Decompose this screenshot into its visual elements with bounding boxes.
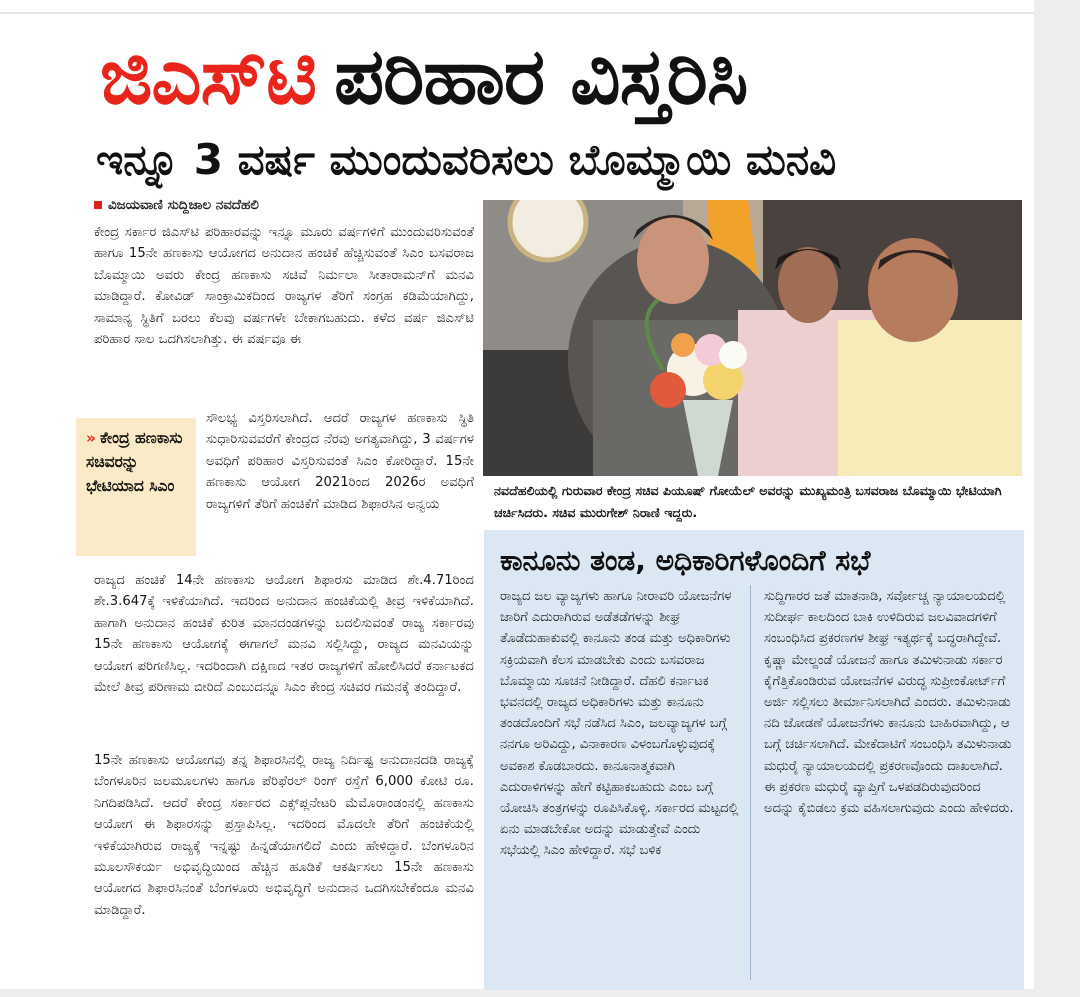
double-chevron-icon: » bbox=[86, 429, 97, 447]
byline-text: ವಿಜಯವಾಣಿ ಸುದ್ದಿಜಾಲ ನವದೆಹಲಿ bbox=[108, 198, 259, 213]
article-para-mid bbox=[206, 408, 474, 570]
photo-caption: ನವದೆಹಲಿಯಲ್ಲಿ ಗುರುವಾರ ಕೇಂದ್ರ ಸಚಿವ ಪಿಯೂಷ್ ಗೋಯೆಲ್ ಅವರನ್ನು ಮುಖ್ಯಮಂತ್ರಿ ಬಸವರಾಜ ಬೊಮ್ಮಾಯಿ ಭೇಟಿಯಾಗಿ ಚರ್ಚಿಸಿದರು. ಸಚಿವ ಮುರುಗೇಶ್ ನಿರಾಣಿ ಇದ್ದರು. bbox=[494, 483, 1002, 520]
headline-red-part: ಜಿಎಸ್‌ಟಿ bbox=[100, 32, 317, 122]
article-text: ರಾಜ್ಯದ ಹಂಚಿಕೆ 14ನೇ ಹಣಕಾಸು ಆಯೋಗ ಶಿಫಾರಸು ಮಾಡಿದ ಶೇ.4.71ರಿಂದ ಶೇ.3.647ಕ್ಕೆ ಇಳಿಕೆಯಾಗಿದೆ. ಇದರಿಂದ ಅನುದಾನ ಹಂಚಿಕೆಯಲ್ಲಿ ತೀವ್ರ ಇಳಿಕೆಯಾಗಿದೆ. ಹಾಗಾಗಿ ಅನುದಾನ ಹಂಚಿಕೆ ಕುರಿತ ಮಾನದಂಡಗಳನ್ನು ಬದಲಿಸುವಂತೆ ರಾಜ್ಯ ಸರ್ಕಾರವು 15ನೇ ಹಣಕಾಸು ಆಯೋಗಕ್ಕೆ ಈಗಾಗಲೆ ಮನವಿ ಸಲ್ಲಿಸಿದ್ದು, ರಾಜ್ಯದ ಮನವಿಯನ್ನು ಆಯೋಗ ಪರಿಗಣಿಸಿಲ್ಲ. ಇದರಿಂದಾಗಿ ದಕ್ಷಿಣದ ಇತರ ರಾಜ್ಯಗಳಿಗೆ ಹೋಲಿಸಿದರೆ ಕರ್ನಾಟಕದ ಮೇಲೆ ತೀವ್ರ ಪರಿಣಾಮ ಬೀರಿದೆ ಎಂಬುದನ್ನೂ ಸಿಎಂ ಕೇಂದ್ರ ಸಚಿವರ ಗಮನಕ್ಕೆ ತಂದಿದ್ದಾರೆ. bbox=[94, 573, 474, 696]
sidebar-box-left-column: ರಾಜ್ಯದ ಜಲ ವ್ಯಾಜ್ಯಗಳು ಹಾಗೂ ನೀರಾವರಿ ಯೋಜನೆಗಳ ಜಾರಿಗೆ ಎದುರಾಗಿರುವ ಅಡೆತಡೆಗಳನ್ನು ಶೀಘ್ರ ತೊಡೆದುಹಾಕುವಲ್ಲಿ ಕಾನೂನು ತಂಡ ಮತ್ತು ಅಧಿಕಾರಿಗಳು ಸಕ್ರಿಯವಾಗಿ ಕೆಲಸ ಮಾಡಬೇಕು ಎಂದು ಬಸವರಾಜ ಬೊಮ್ಮಾಯಿ ಸೂಚನೆ ನೀಡಿದ್ದಾರೆ. ದೆಹಲಿ ಕರ್ನಾಟಕ ಭವನದಲ್ಲಿ ರಾಜ್ಯದ ಅಧಿಕಾರಿಗಳು ಮತ್ತು ಕಾನೂನು ತಂಡದೊಂದಿಗೆ ಸಭೆ ನಡೆಸಿದ ಸಿಎಂ, ಜಲವ್ಯಾಜ್ಯಗಳ ಬಗ್ಗೆ ನನಗೂ ಅರಿವಿದ್ದು, ವಿನಾಕಾರಣ ವಿಳಂಬಗೊಳ್ಳುವುದಕ್ಕೆ ಅವಕಾಶ ಕೊಡಬಾರದು. ಕಾನೂನಾತ್ಮಕವಾಗಿ ಎದುರಾಳಿಗಳನ್ನು ಹೇಗೆ ಕಟ್ಟಿಹಾಕಬಹುದು ಎಂಬ ಬಗ್ಗೆ ಯೋಚಿಸಿ ತಂತ್ರಗಳನ್ನು ರೂಪಿಸಿಕೊಳ್ಳಿ. ಸರ್ಕಾರದ ಮಟ್ಟದಲ್ಲಿ ಏನು ಮಾಡಬೇಕೋ ಅದನ್ನು ಮಾಡುತ್ತೇವೆ ಎಂದು ಸಭೆಯಲ್ಲಿ ಸಿಎಂ ಹೇಳಿದ್ದಾರೆ. ಸಭೆ ಬಳಿಕ bbox=[500, 589, 739, 859]
bullet-square-icon bbox=[94, 201, 102, 209]
news-photo bbox=[483, 200, 1022, 476]
pull-quote-text: ಕೇಂದ್ರ ಹಣಕಾಸು ಸಚಿವರನ್ನು ಭೇಟಿಯಾದ ಸಿಎಂ bbox=[86, 429, 183, 495]
headline bbox=[100, 24, 1030, 130]
article-text: ಸೌಲಭ್ಯ ವಿಸ್ತರಿಸಲಾಗಿದೆ. ಆದರೆ ರಾಜ್ಯಗಳ ಹಣಕಾಸು ಸ್ಥಿತಿ ಸುಧಾರಿಸುವವರೆಗೆ ಕೇಂದ್ರದ ನೆರವು ಅಗತ್ಯವಾಗಿದ್ದು, 3 ವರ್ಷಗಳ ಅವಧಿಗೆ ಪರಿಹಾರ ವಿಸ್ತರಿಸುವಂತೆ ಸಿಎಂ ಕೋರಿದ್ದಾರೆ. 15ನೇ ಹಣಕಾಸು ಆಯೋಗ 2021ರಿಂದ 2026ರ ಅವಧಿಗೆ ರಾಜ್ಯಗಳಿಗೆ ತೆರಿಗೆ ಹಂಚಿಕೆಗೆ ಮಾಡಿದ ಶಿಫಾರಸಿನ ಅನ್ವಯ bbox=[206, 411, 474, 512]
article-para-bottom bbox=[94, 570, 474, 748]
sidebar-box-title: ಕಾನೂನು ತಂಡ, ಅಧಿಕಾರಿಗಳೊಂದಿಗೆ ಸಭೆ bbox=[500, 544, 871, 577]
page-top-edge bbox=[0, 0, 1080, 14]
article-para-last bbox=[94, 750, 474, 985]
article-text: ಕೇಂದ್ರ ಸರ್ಕಾರ ಜಿಎಸ್‌ಟಿ ಪರಿಹಾರವನ್ನು ಇನ್ನೂ ಮೂರು ವರ್ಷಗಳಿಗೆ ಮುಂದುವರಿಸುವಂತೆ ಹಾಗೂ 15ನೇ ಹಣಕಾಸು ಆಯೋಗದ ಅನುದಾನ ಹಂಚಿಕೆ ಹೆಚ್ಚಿಸುವಂತೆ ಸಿಎಂ ಬಸವರಾಜ ಬೊಮ್ಮಾಯಿ ಅವರು ಕೇಂದ್ರ ಹಣಕಾಸು ಸಚಿವೆ ನಿರ್ಮಲಾ ಸೀತಾರಾಮನ್‌ಗೆ ಮನವಿ ಮಾಡಿದ್ದಾರೆ. ಕೋವಿಡ್ ಸಾಂಕ್ರಾಮಿಕದಿಂದ ರಾಜ್ಯಗಳ ತೆರಿಗೆ ಸಂಗ್ರಹ ಕಡಿಮೆಯಾಗಿದ್ದು, ಸಾಮಾನ್ಯ ಸ್ಥಿತಿಗೆ ಬರಲು ಕೆಲವು ವರ್ಷಗಳೇ ಬೇಕಾಗಬಹುದು. ಕಳೆದ ವರ್ಷ ಜಿಎಸ್‌ಟಿ ಪರಿಹಾರ ಸಾಲ ಒದಗಿಸಲಾಗಿತ್ತು. ಈ ವರ್ಷವೂ ಈ bbox=[94, 225, 474, 348]
page-bottom-margin bbox=[0, 989, 1080, 997]
headline-black-part: ಪರಿಹಾರ ವಿಸ್ತರಿಸಿ bbox=[334, 32, 748, 122]
sidebar-box-right-column: ಸುದ್ದಿಗಾರರ ಜತೆ ಮಾತನಾಡಿ, ಸರ್ವೋಚ್ಚ ನ್ಯಾಯಾಲಯದಲ್ಲಿ ಸುದೀರ್ಘ ಕಾಲದಿಂದ ಬಾಕಿ ಉಳಿದಿರುವ ಜಲವಿವಾದಗಳಿಗೆ ಸಂಬಂಧಿಸಿದ ಪ್ರಕರಣಗಳ ಶೀಘ್ರ ಇತ್ಯರ್ಥಕ್ಕೆ ಬದ್ಧರಾಗಿದ್ದೇವೆ. ಕೃಷ್ಣಾ ಮೇಲ್ದಂಡೆ ಯೋಜನೆ ಹಾಗೂ ತಮಿಳುನಾಡು ಸರ್ಕಾರ ಕೈಗೆತ್ತಿಕೊಂಡಿರುವ ಯೋಜನೆಗಳ ವಿರುದ್ಧ ಸುಪ್ರೀಂಕೋರ್ಟ್‌ಗೆ ಅರ್ಜಿ ಸಲ್ಲಿಸಲು ತೀರ್ಮಾನಿಸಲಾಗಿದೆ ಎಂದರು. ತಮಿಳುನಾಡು ನದಿ ಜೋಡಣೆ ಯೋಜನೆಗಳು ಕಾನೂನು ಬಾಹಿರವಾಗಿದ್ದು, ಆ ಬಗ್ಗೆ ಚರ್ಚಿಸಲಾಗಿದೆ. ಮೇಕೆದಾಟಿಗೆ ಸಂಬಂಧಿಸಿ ತಮಿಳುನಾಡು ಮಧುರೈ ನ್ಯಾಯಾಲಯದಲ್ಲಿ ಪ್ರಕರಣವೊಂದು ದಾಖಲಾಗಿದೆ. ಈ ಪ್ರಕರಣ ಮಧುರೈ ವ್ಯಾಪ್ತಿಗೆ ಒಳಪಡದಿರುವುದರಿಂದ ಅದನ್ನು ಕೈಬಿಡಲು ಕ್ರಮ ವಹಿಸಲಾಗುವುದು ಎಂದು ಹೇಳಿದರು. bbox=[764, 589, 1014, 817]
article-para-top bbox=[94, 222, 474, 408]
subheadline: ಇನ್ನೂ 3 ವರ್ಷ ಮುಂದುವರಿಸಲು ಬೊಮ್ಮಾಯಿ ಮನವಿ bbox=[96, 135, 837, 184]
byline bbox=[94, 198, 474, 220]
photo-illustration bbox=[483, 200, 1022, 476]
page-right-margin bbox=[1034, 0, 1080, 997]
pull-quote bbox=[76, 418, 196, 556]
article-text: 15ನೇ ಹಣಕಾಸು ಆಯೋಗವು ತನ್ನ ಶಿಫಾರಸಿನಲ್ಲಿ ರಾಜ್ಯ ನಿರ್ದಿಷ್ಟ ಅನುದಾನದಡಿ ರಾಜ್ಯಕ್ಕೆ ಬೆಂಗಳೂರಿನ ಜಲಮೂಲಗಳು ಹಾಗೂ ಪೆರಿಫೆರಲ್ ರಿಂಗ್ ರಸ್ತೆಗೆ 6,000 ಕೋಟಿ ರೂ. ನಿಗದಿಪಡಿಸಿದೆ. ಆದರೆ ಕೇಂದ್ರ ಸರ್ಕಾರದ ಎಕ್ಸ್‌ಪ್ಲನೇಟರಿ ಮೆಮೊರಾಂಡಂನಲ್ಲಿ ಹಣಕಾಸು ಆಯೋಗ ಈ ಶಿಫಾರಸನ್ನು ಪ್ರಸ್ತಾಪಿಸಿಲ್ಲ. ಇದರಿಂದ ಮೊದಲೇ ತೆರಿಗೆ ಹಂಚಿಕೆಯಲ್ಲಿ ಇಳಿಕೆಯಾಗಿರುವ ರಾಜ್ಯಕ್ಕೆ ಇನ್ನಷ್ಟು ಹಿನ್ನಡೆಯಾಗಲಿದೆ ಎಂದು ಹೇಳಿದ್ದಾರೆ. ಬೆಂಗಳೂರಿನ ಮೂಲಸೌಕರ್ಯ ಅಭಿವೃದ್ಧಿಯಿಂದ ಹೆಚ್ಚಿನ ಹೂಡಿಕೆ ಆಕರ್ಷಿಸಲು 15ನೇ ಹಣಕಾಸು ಆಯೋಗದ ಶಿಫಾರಸಿನಂತೆ ಬೆಂಗಳೂರು ಅಭಿವೃದ್ಧಿಗೆ ಅನುದಾನ ಒದಗಿಸಬೇಕೆಂದೂ ಮನವಿ ಮಾಡಿದ್ದಾರೆ. bbox=[94, 753, 474, 918]
column-divider bbox=[750, 585, 751, 980]
